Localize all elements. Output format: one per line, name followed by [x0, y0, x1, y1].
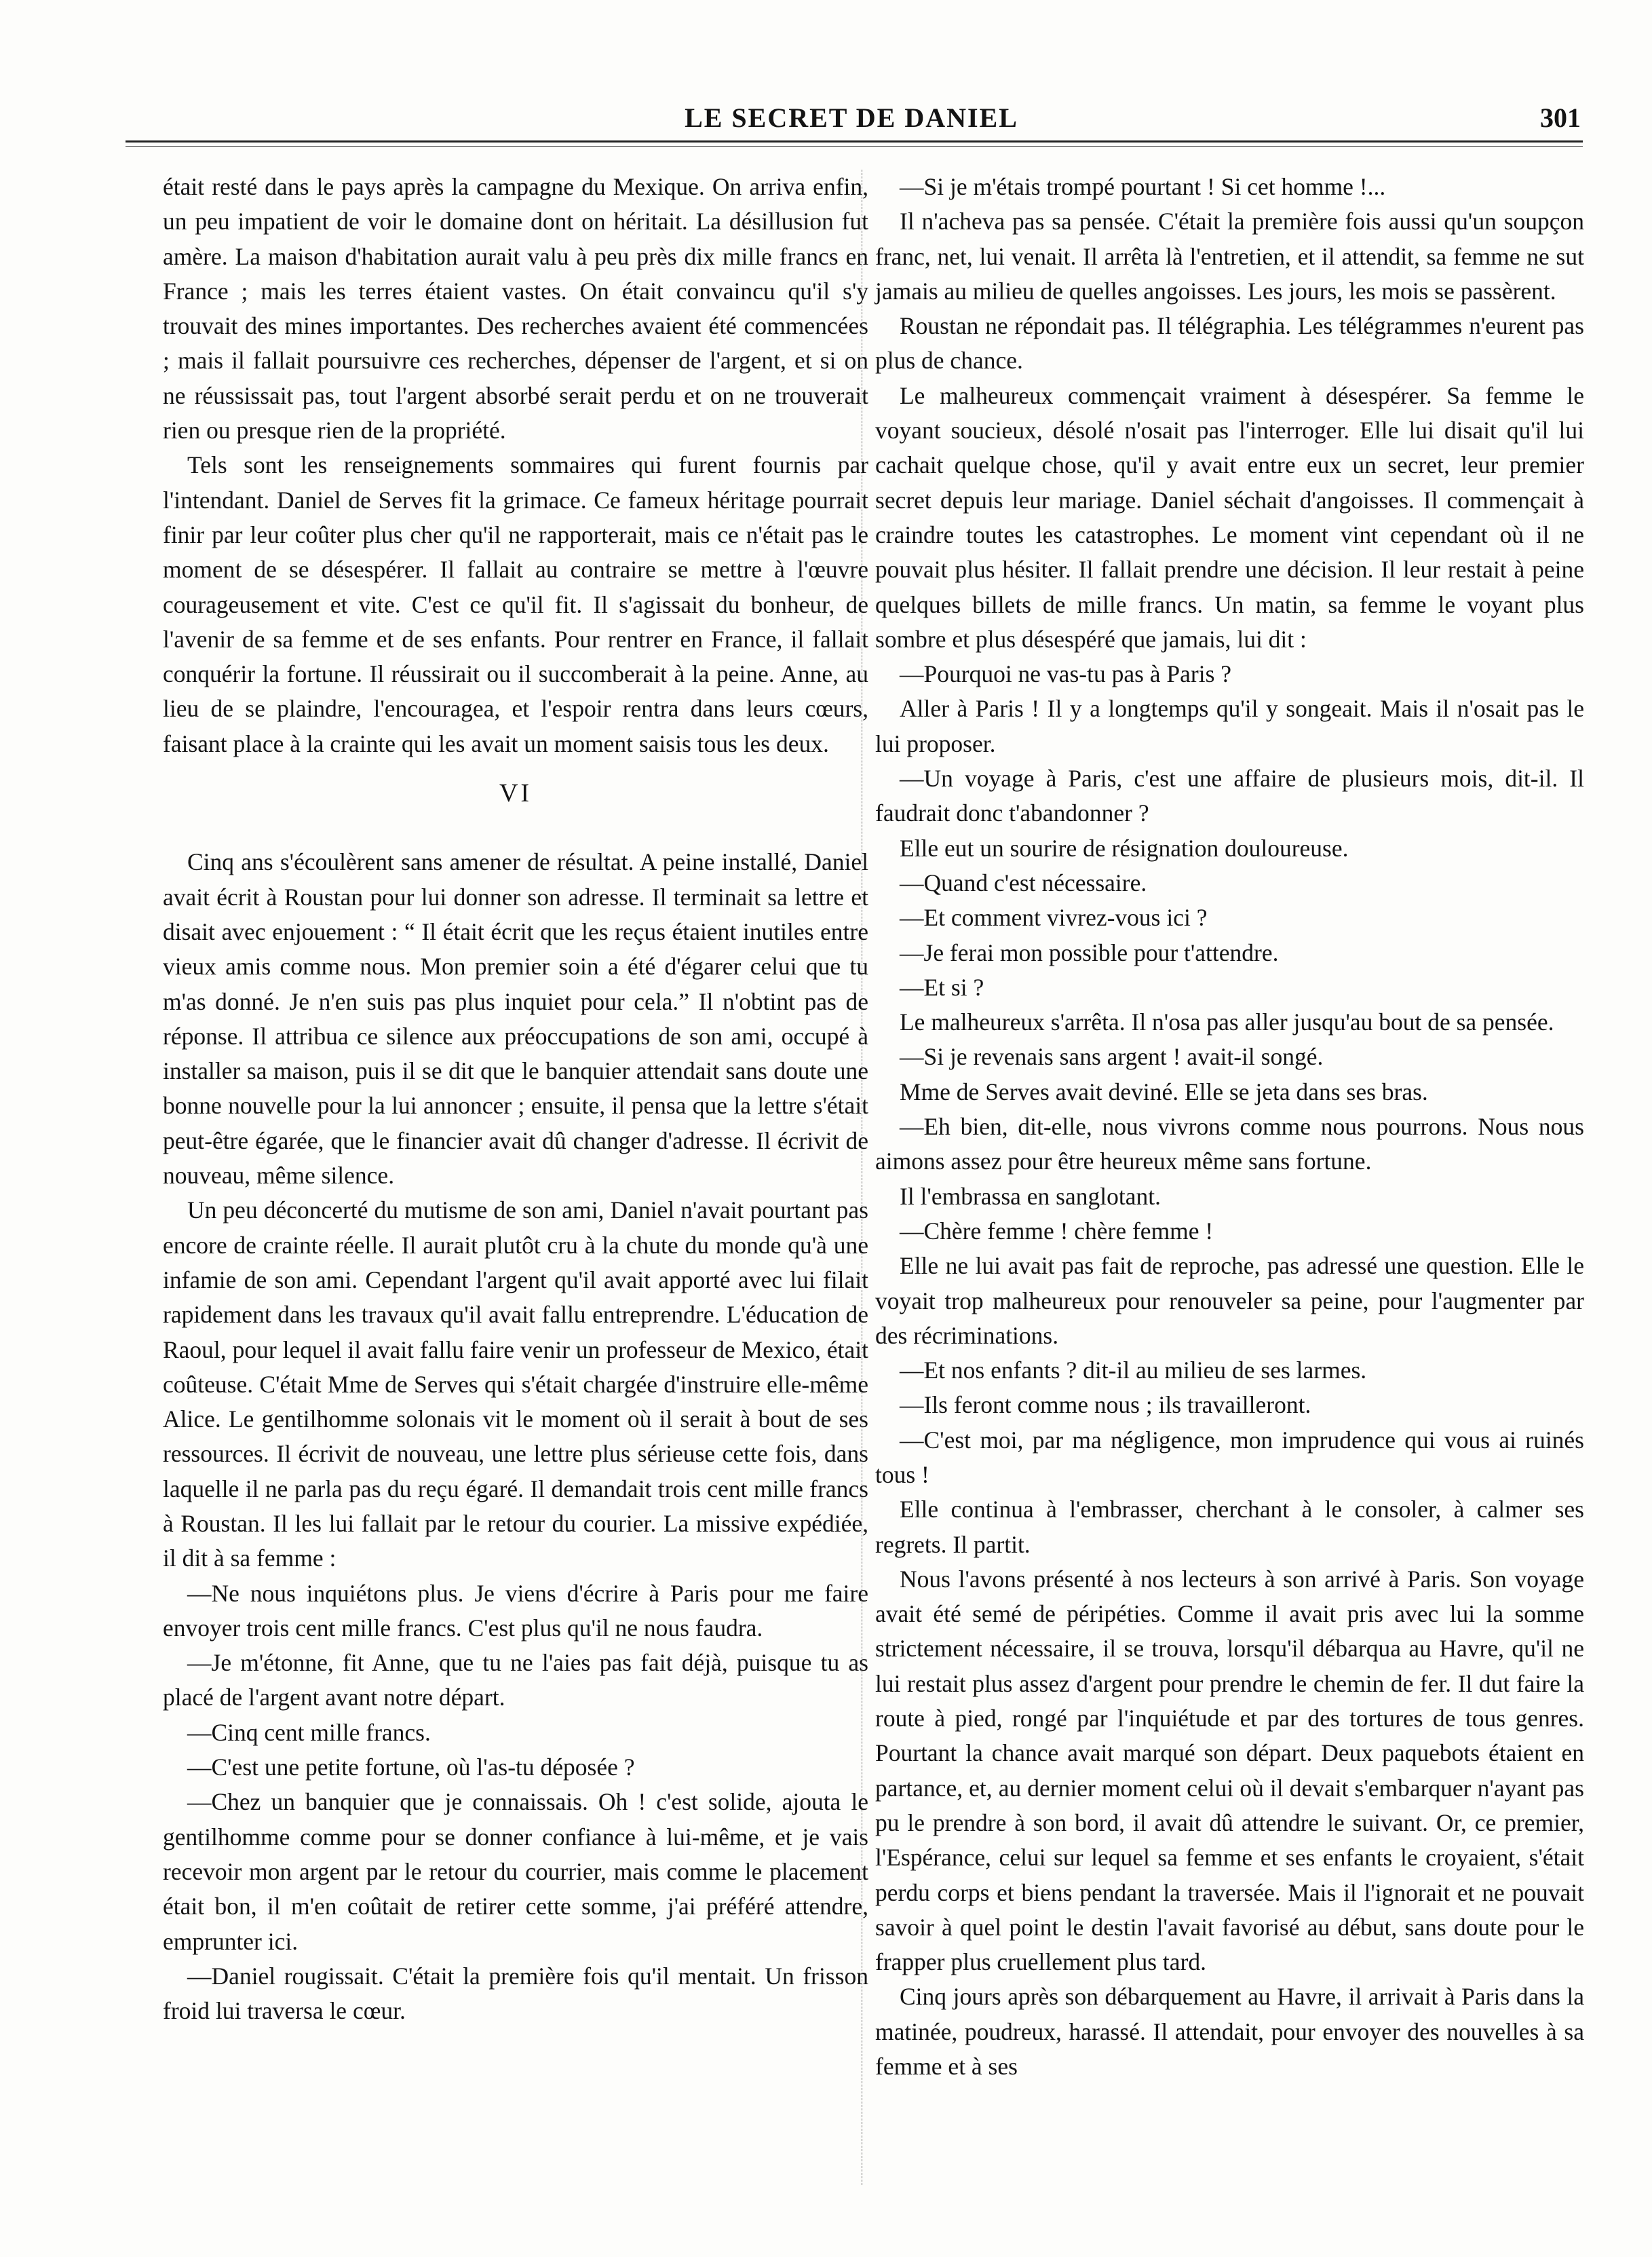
paragraph: Aller à Paris ! Il y a longtemps qu'il y songeait. Mais il n'osait pas le lui proposer.: [875, 695, 1584, 757]
right-column: [875, 170, 1584, 2084]
dialogue-line: —C'est moi, par ma négligence, mon imprudence qui vous ai ruinés tous !: [875, 1426, 1584, 1488]
dialogue-line: —Un voyage à Paris, c'est une affaire de plusieurs mois, dit-il. Il faudrait donc t'abandonner ?: [875, 765, 1584, 827]
dialogue-line: —Chère femme ! chère femme !: [900, 1217, 1214, 1245]
running-title: LE SECRET DE DANIEL: [685, 102, 1018, 133]
dialogue-line: —Et si ?: [900, 973, 984, 1001]
dialogue-line: —Ne nous inquiétons plus. Je viens d'écrire à Paris pour me faire envoyer trois cent mille francs. C'est plus qu'il ne nous faudra.: [163, 1579, 868, 1642]
paragraph: était resté dans le pays après la campagne du Mexique. On arriva enfin, un peu impatient de voir le domaine dont on héritait. La désillusion fut amère. La maison d'habitation aurait valu à peu près dix mille francs en France ; mais les terres étaient vastes. On était convaincu qu'il s'y trouvait des mines importantes. Des recherches avaient été commencées ; mais il fallait poursuivre ces recherches, dépenser de l'argent, et si on ne réussissait pas, tout l'argent absorbé serait perdu et on ne trouverait rien ou presque rien de la propriété.: [163, 173, 868, 444]
dialogue-line: —Cinq cent mille francs.: [187, 1718, 431, 1746]
left-column: [163, 170, 868, 2028]
dialogue-line: —Eh bien, dit-elle, nous vivrons comme nous pourrons. Nous nous aimons assez pour être heureux même sans fortune.: [875, 1113, 1584, 1175]
paragraph: Le malheureux commençait vraiment à désespérer. Sa femme le voyant soucieux, désolé n'osait pas l'interroger. Elle lui disait qu'il lui cachait quelque chose, qu'il y avait entre eux un secret, leur premier secret depuis leur mariage. Daniel séchait d'angoisses. Il commençait à craindre toutes les catastrophes. Le moment vint cependant où il ne pouvait plus hésiter. Il fallait prendre une décision. Il leur restait à peine quelques billets de mille francs. Un matin, sa femme le voyant plus sombre et plus désespéré que jamais, lui dit :: [875, 381, 1584, 653]
paragraph: Nous l'avons présenté à nos lecteurs à son arrivé à Paris. Son voyage avait été semé de péripéties. Comme il avait pris avec lui la somme strictement nécessaire, il se trouva, lorsqu'il débarqua au Havre, qu'il ne lui restait plus assez d'argent pour prendre le chemin de fer. Il dut faire la route à pied, rongé par l'inquiétude et par des tortures de tous genres. Pourtant la chance avait marqué son départ. Deux paquebots étaient en partance, et, au dernier moment celui où il devait s'embarquer n'ayant pas pu le prendre à son bord, il avait dû attendre le suivant. Or, ce premier, l'Espérance, celui sur lequel sa femme et ses enfants le croyaient, s'était perdu corps et biens pendant la traversée. Mais il l'ignorait et ne pouvait savoir à quel point le destin l'avait favorisé au début, sans doute pour le frapper plus cruellement plus tard.: [875, 1565, 1584, 1976]
paragraph: Roustan ne répondait pas. Il télégraphia. Les télégrammes n'eurent pas plus de chance.: [875, 312, 1584, 375]
paragraph: Elle eut un sourire de résignation douloureuse.: [900, 834, 1349, 862]
paragraph: Tels sont les renseignements sommaires qui furent fournis par l'intendant. Daniel de Serves fit la grimace. Ce fameux héritage pourrait finir par leur coûter plus cher qu'il ne rapporterait, mais ce n'était pas le moment de se désespérer. Il fallait au contraire se mettre à l'œuvre courageusement et vite. C'est ce qu'il fit. Il s'agissait du bonheur, de l'avenir de sa femme et de ses enfants. Pour rentrer en France, il fallait conquérir la fortune. Il réussirait ou il succomberait à la peine. Anne, au lieu de se plaindre, l'encouragea, et l'espoir rentra dans leurs cœurs, faisant place à la crainte qui les avait un moment saisis tous les deux.: [163, 451, 868, 757]
dialogue-line: —Si je revenais sans argent ! avait-il songé.: [900, 1043, 1324, 1071]
paragraph: Le malheureux s'arrêta. Il n'osa pas aller jusqu'au bout de sa pensée.: [900, 1008, 1554, 1036]
dialogue-line: —Je m'étonne, fit Anne, que tu ne l'aies pas fait déjà, puisque tu as placé de l'argent avant notre départ.: [163, 1649, 868, 1711]
dialogue-line: —Je ferai mon possible pour t'attendre.: [900, 938, 1279, 966]
dialogue-line: —Si je m'étais trompé pourtant ! Si cet homme !...: [900, 173, 1386, 200]
dialogue-line: —Chez un banquier que je connaissais. Oh ! c'est solide, ajouta le gentilhomme comme pour se donner confiance à lui-même, et je vais recevoir mon argent par le retour du courrier, mais comme le placement était bon, il m'en coûtait de retirer cette somme, j'ai préféré attendre, emprunter ici.: [163, 1788, 868, 1955]
dialogue-line: —Et nos enfants ? dit-il au milieu de ses larmes.: [900, 1357, 1367, 1384]
paragraph: Elle ne lui avait pas fait de reproche, pas adressé une question. Elle le voyait trop malheureux pour renouveler sa peine, pour l'augmenter par des récriminations.: [875, 1252, 1584, 1349]
paragraph: Mme de Serves avait deviné. Elle se jeta dans ses bras.: [900, 1078, 1428, 1105]
paragraph: Un peu déconcerté du mutisme de son ami, Daniel n'avait pourtant pas encore de crainte réelle. Il aurait plutôt cru à la chute du monde qu'à une infamie de son ami. Cependant l'argent qu'il avait apporté avec lui filait rapidement dans les travaux qu'il avait fallu entreprendre. L'éducation de Raoul, pour lequel il avait fallu faire venir un professeur de Mexico, était coûteuse. C'était Mme de Serves qui s'était chargée d'instruire elle-même Alice. Le gentilhomme solonais vit le moment où il serait à bout de ses ressources. Il écrivit de nouveau, une lettre plus sérieuse cette fois, dans laquelle il ne parla pas du reçu égaré. Il demandait trois cent mille francs à Roustan. Il les lui fallait par le retour du courier. La missive expédiée, il dit à sa femme :: [163, 1196, 868, 1572]
header-rule: [126, 140, 1583, 147]
paragraph: Elle continua à l'embrasser, cherchant à le consoler, à calmer ses regrets. Il partit.: [875, 1496, 1584, 1558]
paragraph: Il n'acheva pas sa pensée. C'était la première fois aussi qu'un soupçon franc, net, lui venait. Il arrêta là l'entretien, et il attendit, sa femme ne sut jamais au milieu de quelles angoisses. Les jours, les mois se passèrent.: [875, 208, 1584, 305]
dialogue-line: —C'est une petite fortune, où l'as-tu déposée ?: [187, 1753, 635, 1781]
dialogue-line: —Pourquoi ne vas-tu pas à Paris ?: [900, 660, 1232, 688]
dialogue-line: —Ils feront comme nous ; ils travailleront.: [900, 1391, 1311, 1419]
paragraph: Cinq ans s'écoulèrent sans amener de résultat. A peine installé, Daniel avait écrit à Roustan pour lui donner son adresse. Il terminait sa lettre et disait avec enjouement : “ Il était écrit que les reçus étaient inutiles entre vieux amis comme nous. Mon premier soin a été d'égarer celui que tu m'as donné. Je n'en suis pas plus inquiet pour cela.” Il n'obtint pas de réponse. Il attribua ce silence aux préoccupations de son ami, occupé à installer sa maison, puis il se dit que le banquier attendait sans doute une bonne nouvelle pour la lui annoncer ; ensuite, il pensa que la lettre s'était peut-être égarée, que le financier avait dû changer d'adresse. Il écrivit de nouveau, même silence.: [163, 848, 868, 1190]
dialogue-line: —Et comment vivrez-vous ici ?: [900, 904, 1208, 932]
dialogue-line: —Daniel rougissait. C'était la première fois qu'il mentait. Un frisson froid lui traversa le cœur.: [163, 1962, 868, 2025]
paragraph: Cinq jours après son débarquement au Havre, il arrivait à Paris dans la matinée, poudreux, harassé. Il attendait, pour envoyer des nouvelles à sa femme et à ses: [875, 1983, 1584, 2081]
dialogue-line: —Quand c'est nécessaire.: [900, 869, 1147, 896]
section-heading: VI: [499, 779, 533, 808]
paragraph: Il l'embrassa en sanglotant.: [900, 1182, 1161, 1210]
page-number: 301: [1540, 102, 1581, 133]
